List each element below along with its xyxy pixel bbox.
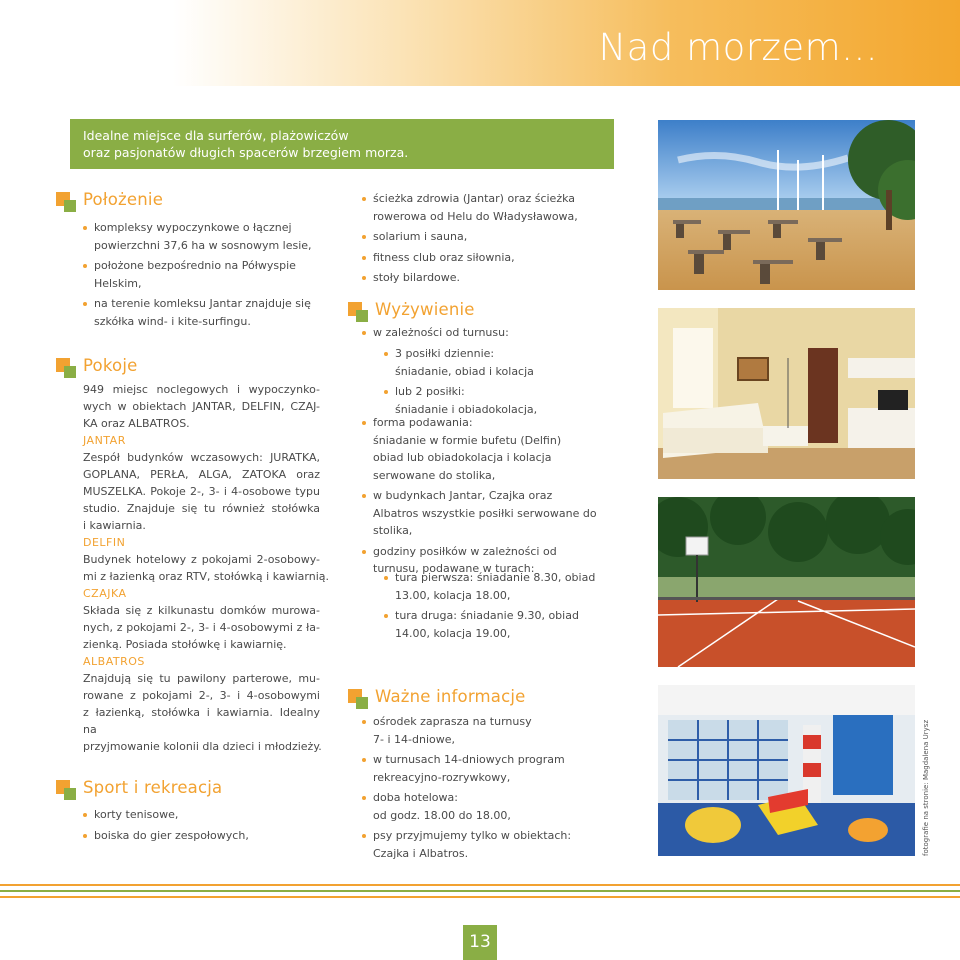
building-name-delfin: DELFIN bbox=[83, 536, 126, 549]
wyzywienie-list bbox=[362, 324, 509, 345]
list-item: 3 posiłki dziennie: śniadanie, obiad i kolacja bbox=[384, 345, 537, 380]
divider bbox=[0, 884, 960, 886]
list-item: ścieżka zdrowia (Jantar) oraz ścieżka rowerowa od Helu do Władysławowa, bbox=[362, 190, 578, 225]
photo-credit: fotografie na stronie: Magdalena Urysz bbox=[922, 719, 930, 856]
list-item: solarium i sauna, bbox=[362, 228, 578, 246]
page-number: 13 bbox=[463, 925, 497, 960]
sports-court-image bbox=[658, 497, 915, 667]
list-item: tura druga: śniadanie 9.30, obiad 14.00, kolacja 19.00, bbox=[384, 607, 595, 642]
building-name-czajka: CZAJKA bbox=[83, 587, 127, 600]
intro-box bbox=[70, 119, 614, 169]
list-item: położone bezpośrednio na Półwyspie Helskim, bbox=[83, 257, 312, 292]
list-item: w budynkach Jantar, Czajka oraz Albatros wszystkie posiłki serwowane do stolika, bbox=[362, 487, 597, 540]
green-square-icon bbox=[64, 200, 76, 212]
list-item: lub 2 posiłki: śniadanie i obiadokolacja, bbox=[384, 383, 537, 418]
beach-terrace-image bbox=[658, 120, 915, 290]
section-title: Położenie bbox=[83, 190, 164, 209]
building-name-jantar: JANTAR bbox=[83, 434, 126, 447]
wyzywienie-list-details bbox=[362, 414, 597, 581]
intro-line: Idealne miejsce dla surferów, plażowiczów bbox=[83, 128, 349, 143]
green-square-icon bbox=[356, 310, 368, 322]
green-square-icon bbox=[356, 697, 368, 709]
section-title: Sport i rekreacja bbox=[83, 778, 223, 797]
list-item: kompleksy wypoczynkowe o łącznej powierzchni 37,6 ha w sosnowym lesie, bbox=[83, 219, 312, 254]
list-item: doba hotelowa: od godz. 18.00 do 18.00, bbox=[362, 789, 571, 824]
pokoje-text: 949 miejsc noclegowych i wypoczynko- wych w obiektach JANTAR, DELFIN, CZAJ- KA oraz ALBATROS. JANTAR Zespół budynków wczasowych: JURATKA, GOPLANA, PERŁA, ALGA, ZATOKA oraz MUSZELKA. Pokoje 2-, 3- i 4-osobowe typu studio. Znajduje się tu również stołówka i kawiarnia. DELFIN Budynek hotelowy z pokojami 2-osobowy- mi z łazienką oraz RTV, stołówką i kawiarnią. CZAJKA Składa się z kilkunastu domków murowa- nych, z pokojami 2-, 3- i 4-osobowymi z ła- zienką. Posiada stołówkę i kawiarnię. ALBATROS Znajdują się tu pawilony parterowe, mu- rowane z pokojami 2-, 3- i 4-osobowymi z łazienką, stołówka i kawiarnia. Idealny na przyjmowanie kolonii dla dzieci i młodzieży. bbox=[83, 383, 330, 753]
list-item: godziny posiłków w zależności od turnusu, podawane w turach: bbox=[362, 543, 597, 578]
list-item: ośrodek zaprasza na turnusy 7- i 14-dniowe, bbox=[362, 713, 571, 748]
list-item: psy przyjmujemy tylko w obiektach: Czajka i Albatros. bbox=[362, 827, 571, 862]
section-title: Wyżywienie bbox=[375, 300, 475, 319]
list-item: tura pierwsza: śniadanie 8.30, obiad 13.00, kolacja 18.00, bbox=[384, 569, 595, 604]
list-item: stoły bilardowe. bbox=[362, 269, 578, 287]
playroom-image bbox=[658, 685, 915, 856]
divider bbox=[0, 896, 960, 898]
list-item: w zależności od turnusu: bbox=[362, 324, 509, 342]
list-item: korty tenisowe, bbox=[83, 806, 249, 824]
list-item: na terenie komleksu Jantar znajduje się szkółka wind- i kite-surfingu. bbox=[83, 295, 312, 330]
header-banner bbox=[0, 0, 960, 86]
photo-beach-terrace bbox=[658, 120, 915, 290]
tours-list bbox=[384, 569, 595, 645]
room-interior-image bbox=[658, 308, 915, 479]
page-title: Nad morzem... bbox=[598, 26, 878, 69]
meals-list bbox=[384, 345, 537, 421]
divider bbox=[0, 890, 960, 892]
building-name-albatros: ALBATROS bbox=[83, 655, 145, 668]
list-item: w turnusach 14-dniowych program rekreacyjno-rozrywkowy, bbox=[362, 751, 571, 786]
section-title: Ważne informacje bbox=[375, 687, 526, 706]
list-item: boiska do gier zespołowych, bbox=[83, 827, 249, 845]
photo-room-interior bbox=[658, 308, 915, 479]
section-title: Pokoje bbox=[83, 356, 138, 375]
wazne-list bbox=[362, 713, 571, 865]
photo-sports-court bbox=[658, 497, 915, 667]
sport-list-continued bbox=[362, 190, 578, 290]
polozenie-list bbox=[83, 219, 312, 333]
list-item: fitness club oraz siłownia, bbox=[362, 249, 578, 267]
photo-playroom bbox=[658, 685, 915, 856]
intro-line: oraz pasjonatów długich spacerów brzegiem morza. bbox=[83, 145, 409, 160]
green-square-icon bbox=[64, 788, 76, 800]
list-item: forma podawania: śniadanie w formie bufetu (Delfin) obiad lub obiadokolacja i kolacja serwowane do stolika, bbox=[362, 414, 597, 484]
sport-list bbox=[83, 806, 249, 847]
green-square-icon bbox=[64, 366, 76, 378]
